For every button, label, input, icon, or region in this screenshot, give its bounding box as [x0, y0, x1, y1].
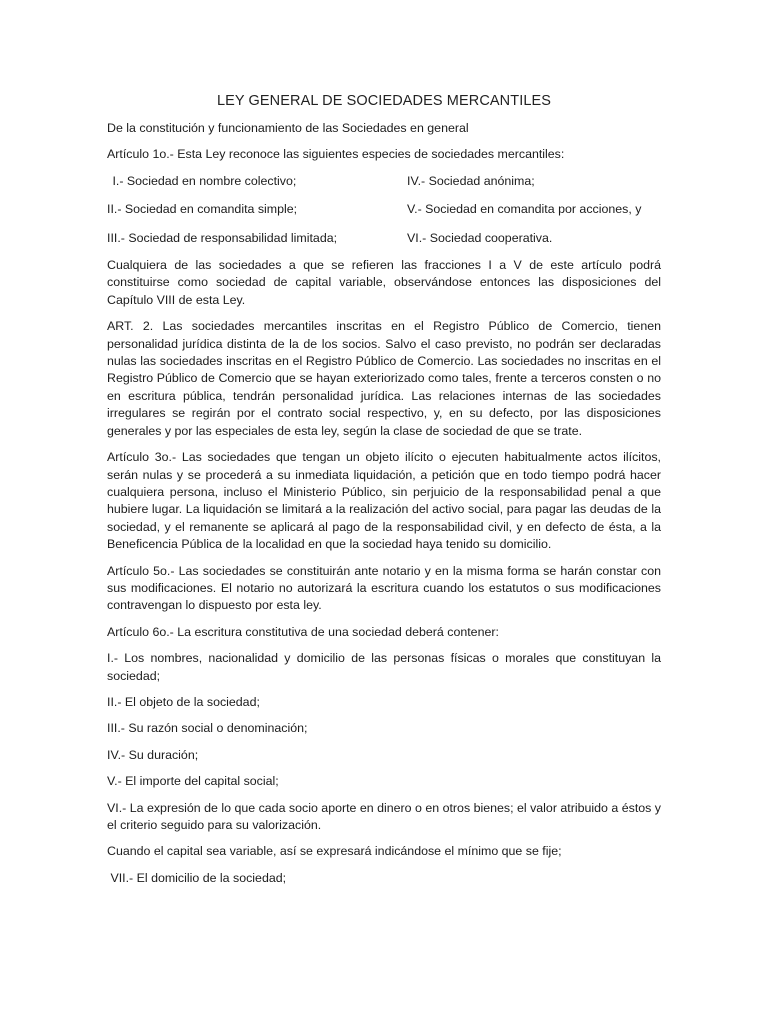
- article-6-item: III.- Su razón social o denominación;: [107, 721, 308, 736]
- article-6-item: I.- Los nombres, nacionalidad y domicilio de las personas físicas o morales que constituyan la sociedad;: [107, 651, 661, 683]
- article-5-paragraph: Artículo 5o.- Las sociedades se constituirán ante notario y en la misma forma se harán constar con sus modificaciones. El notario no autorizará la escritura cuando los estatutos o sus modificaciones contravengan lo dispuesto por esta ley.: [107, 563, 661, 613]
- article-6-intro: Artículo 6o.- La escritura constitutiva de una sociedad deberá contener:: [107, 624, 499, 639]
- article-6-item: VI.- La expresión de lo que cada socio aporte en dinero o en otros bienes; el valor atribuido a éstos y el criterio seguido para su valorización.: [107, 800, 661, 832]
- species-item: V.- Sociedad en comandita por acciones, y: [407, 202, 642, 217]
- document-title: LEY GENERAL DE SOCIEDADES MERCANTILES: [216, 93, 552, 109]
- species-item: III.- Sociedad de responsabilidad limitada;: [107, 230, 338, 245]
- company-species-list: [107, 173, 661, 247]
- species-item: II.- Sociedad en comandita simple;: [107, 202, 298, 217]
- article-2-paragraph: ART. 2. Las sociedades mercantiles inscritas en el Registro Público de Comercio, tienen personalidad jurídica distinta de la de los socios. Salvo el caso previsto, no podrán ser declaradas nulas las sociedades inscritas en el Registro Público de Comercio. Las sociedades no inscritas en el Registro Público de Comercio que se hayan exteriorizado como tales, frente a terceros consten o no en escritura pública, tendrán personalidad jurídica. Las relaciones internas de las sociedades irregulares se regirán por el contrato social respectivo, y, en su defecto, por las disposiciones generales y por las especiales de esta ley, según la clase de sociedad de que se trate.: [107, 319, 661, 438]
- variable-capital-paragraph: Cualquiera de las sociedades a que se refieren las fracciones I a V de este artículo podrá constituirse como sociedad de capital variable, observándose entonces las disposiciones del Capítulo VIII de esta Ley.: [107, 258, 661, 307]
- article-3-paragraph: Artículo 3o.- Las sociedades que tengan un objeto ilícito o ejecuten habitualmente actos ilícitos, serán nulas y se procederá a su inmediata liquidación, a petición que en todo tiempo podrá hacer cualquiera persona, incluso el Ministerio Público, sin perjuicio de la responsabilidad penal a que hubiere lugar. La liquidación se limitará a la realización del activo social, para pagar las deudas de la sociedad, y el remanente se aplicará al pago de la responsabilidad civil, y en defecto de ésta, a la Beneficencia Pública de la localidad en que la sociedad haya tenido su domicilio.: [107, 450, 661, 552]
- article-6-item: VII.- El domicilio de la sociedad;: [107, 870, 287, 885]
- article-6-item: V.- El importe del capital social;: [107, 774, 279, 789]
- article-6-item: IV.- Su duración;: [107, 747, 199, 762]
- species-item: VI.- Sociedad cooperativa.: [407, 230, 553, 245]
- article-1-intro: Artículo 1o.- Esta Ley reconoce las siguientes especies de sociedades mercantiles:: [107, 147, 565, 162]
- species-item: IV.- Sociedad anónima;: [407, 173, 535, 188]
- species-item: I.- Sociedad en nombre colectivo;: [109, 173, 297, 188]
- section-subtitle: De la constitución y funcionamiento de las Sociedades en general: [107, 121, 469, 135]
- variable-capital-note: Cuando el capital sea variable, así se expresará indicándose el mínimo que se fije;: [107, 844, 562, 859]
- article-6-item: II.- El objeto de la sociedad;: [107, 694, 260, 709]
- document-body: [107, 92, 661, 896]
